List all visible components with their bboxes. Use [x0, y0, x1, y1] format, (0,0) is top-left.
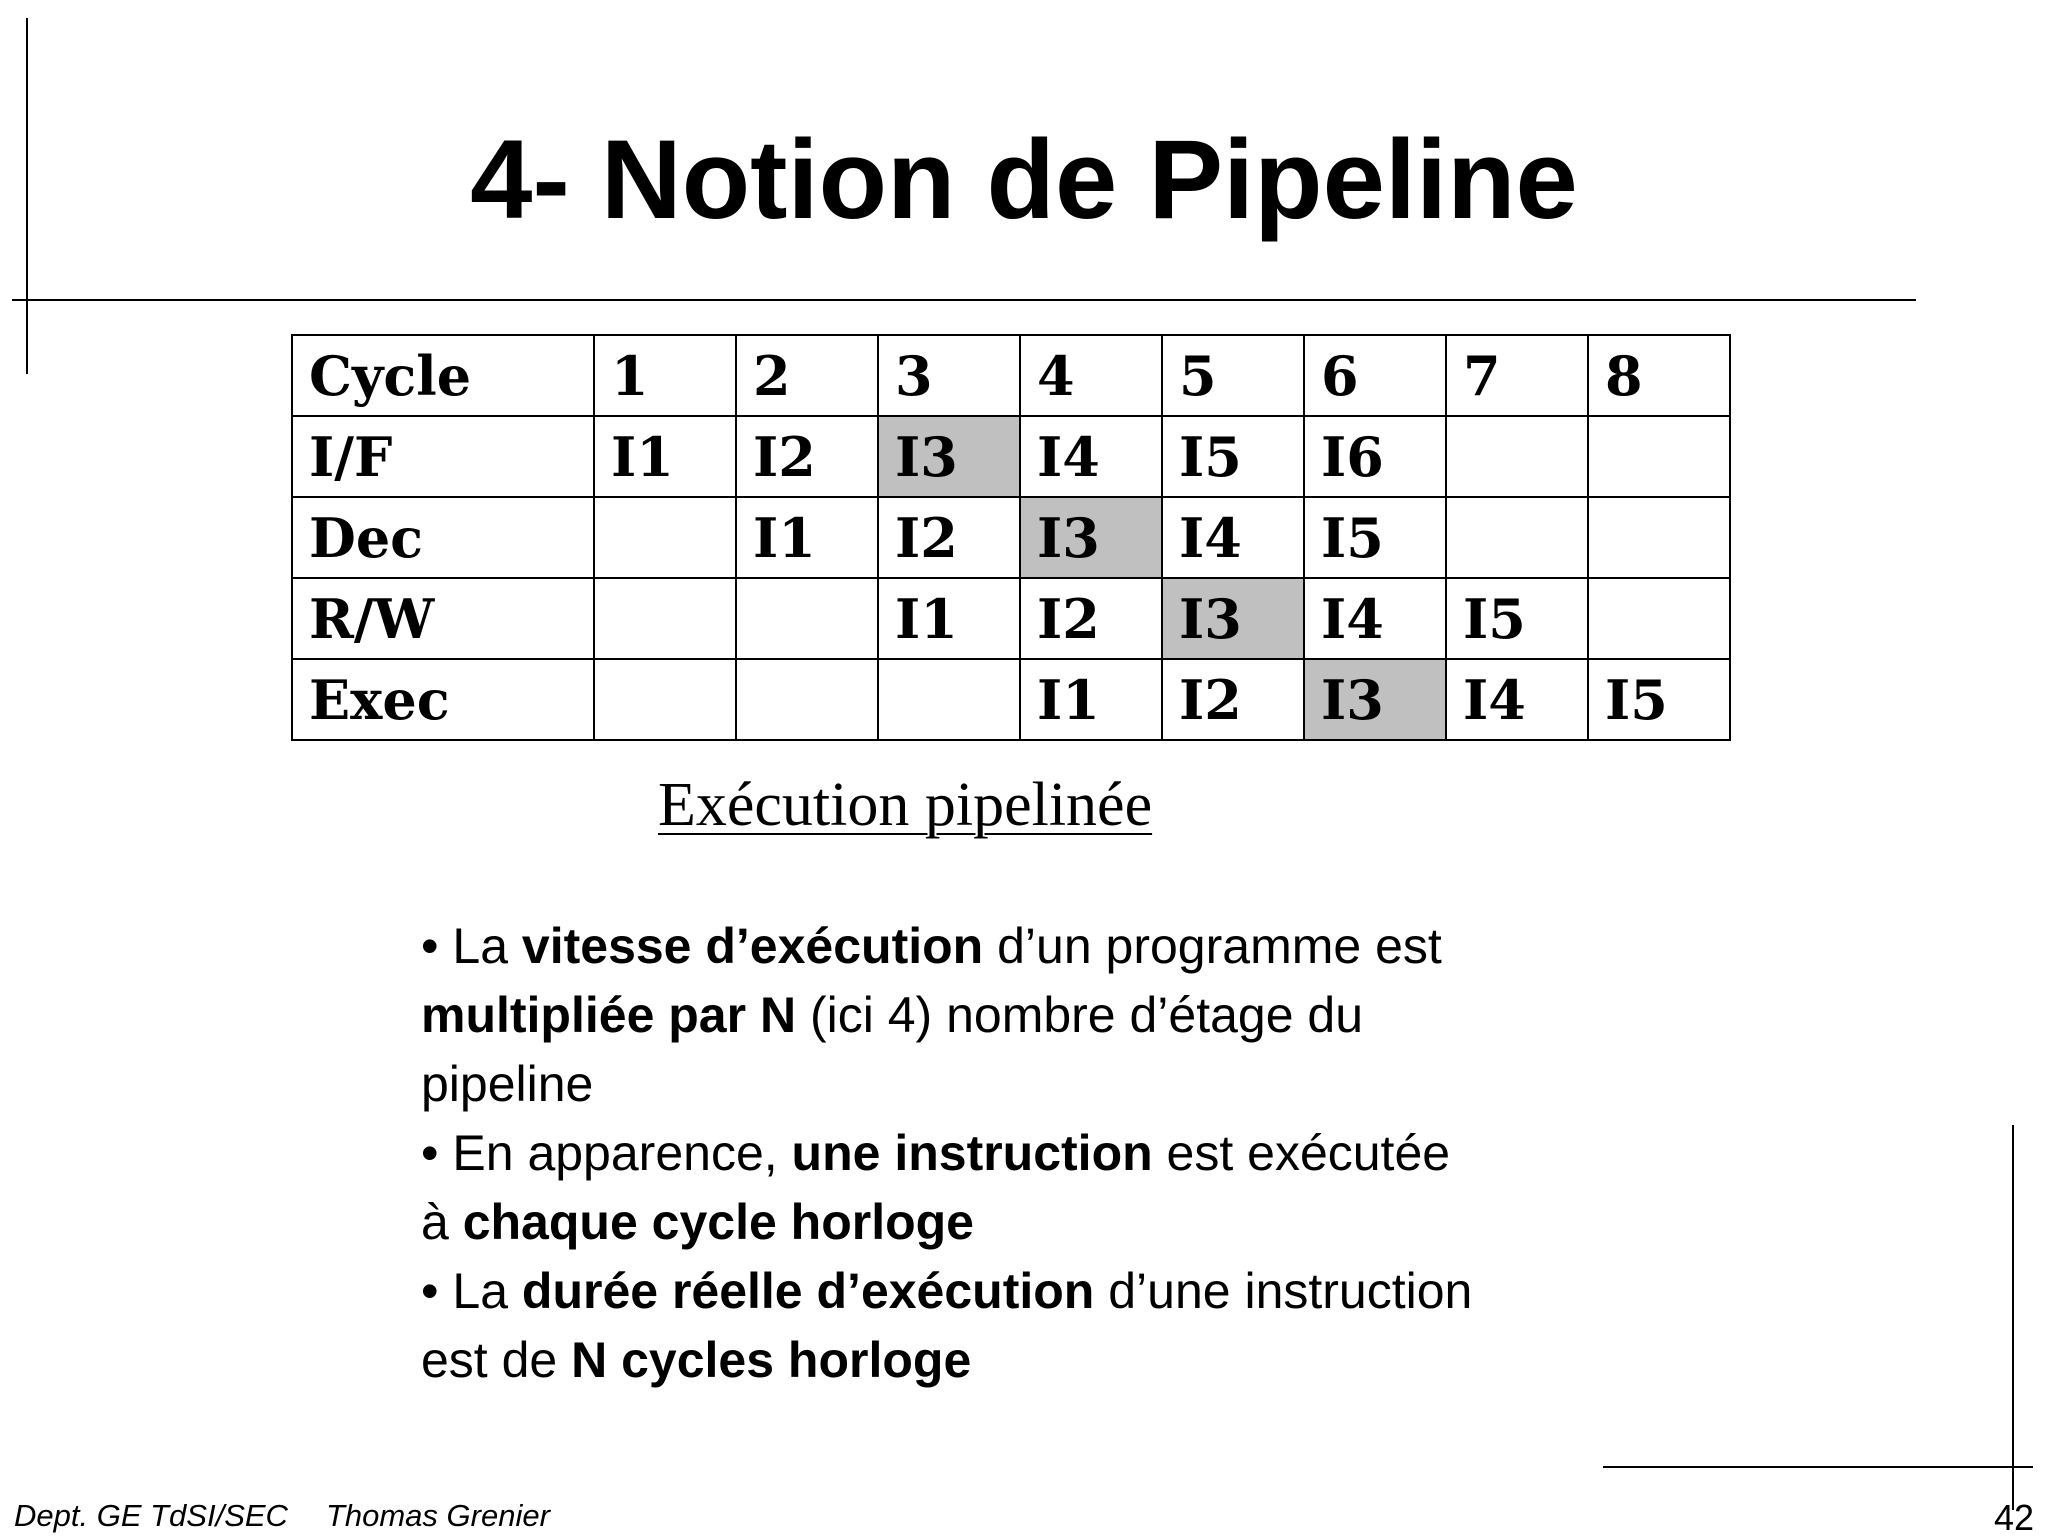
table-cell: I5 [1446, 578, 1588, 659]
bullet-2-bold: chaque cycle horloge [462, 1194, 974, 1250]
table-cell [1446, 416, 1588, 497]
bottom-right-vertical-rule [2012, 1125, 2014, 1510]
table-cell [594, 578, 736, 659]
bullet-3-bold: durée réelle d’exécution [521, 1263, 1095, 1319]
slide-title: 4- Notion de Pipeline [470, 117, 1578, 242]
table-cell: I4 [1020, 416, 1162, 497]
footer-author: Thomas Grenier [325, 1498, 550, 1533]
bullet-1-line-2 [421, 981, 1681, 1050]
bullet-3-text: d’une instruction [1094, 1263, 1473, 1319]
bullet-3-bold: N cycles horloge [571, 1332, 972, 1388]
bullet-2-text: • En apparence, [421, 1125, 792, 1181]
bullet-list [421, 912, 1681, 1395]
bottom-right-horizontal-rule [1603, 1466, 2033, 1468]
table-cell-highlighted: I3 [1162, 578, 1304, 659]
stage-label: R/W [292, 578, 594, 659]
table-cell-highlighted: I3 [1304, 659, 1446, 740]
bullet-1-line-3 [421, 1050, 1681, 1119]
title-horizontal-rule [12, 299, 1916, 301]
table-cell [594, 659, 736, 740]
footer-dept: Dept. GE TdSI/SEC [14, 1498, 288, 1533]
table-cell: I2 [736, 416, 878, 497]
table-cell [1588, 497, 1730, 578]
table-header-row [292, 335, 1730, 416]
table-cell [1588, 416, 1730, 497]
table-cell [736, 578, 878, 659]
table-cell: I1 [1020, 659, 1162, 740]
bullet-2-text: à [421, 1194, 463, 1250]
header-cell-cycle-6: 6 [1304, 335, 1446, 416]
bullet-3-text: • La [421, 1263, 522, 1319]
table-row [292, 416, 1730, 497]
header-cell-cycle-4: 4 [1020, 335, 1162, 416]
table-cell: I2 [878, 497, 1020, 578]
bullet-1-bold: multipliée par N [421, 987, 797, 1043]
bullet-1-text: d’un programme est [983, 918, 1442, 974]
bullet-1-text: pipeline [421, 1056, 594, 1112]
bullet-3-text: est de [421, 1332, 572, 1388]
header-cell-cycle-5: 5 [1162, 335, 1304, 416]
bullet-1-line-1 [421, 912, 1681, 981]
bullet-2-bold: une instruction [791, 1125, 1153, 1181]
table-cell: I5 [1588, 659, 1730, 740]
bullet-2-line-1 [421, 1119, 1681, 1188]
pipeline-table-body [292, 335, 1730, 740]
stage-label: Dec [292, 497, 594, 578]
bullet-1-bold: vitesse d’exécution [521, 918, 984, 974]
header-cell-cycle-2: 2 [736, 335, 878, 416]
table-cell [878, 659, 1020, 740]
stage-label: Exec [292, 659, 594, 740]
table-cell: I5 [1304, 497, 1446, 578]
table-cell: I4 [1446, 659, 1588, 740]
table-cell-highlighted: I3 [878, 416, 1020, 497]
table-cell-highlighted: I3 [1020, 497, 1162, 578]
table-cell: I1 [736, 497, 878, 578]
table-cell: I4 [1162, 497, 1304, 578]
table-cell [1446, 497, 1588, 578]
table-caption: Exécution pipelinée [658, 771, 1153, 839]
table-cell: I1 [594, 416, 736, 497]
pipeline-table [291, 334, 1731, 741]
table-row [292, 578, 1730, 659]
bullet-3-line-1 [421, 1257, 1681, 1326]
header-cell-cycle-8: 8 [1588, 335, 1730, 416]
table-cell: I5 [1162, 416, 1304, 497]
table-cell: I6 [1304, 416, 1446, 497]
page-number: 42 [1993, 1497, 2034, 1538]
header-cell-cycle-7: 7 [1446, 335, 1588, 416]
table-cell [1588, 578, 1730, 659]
table-cell: I1 [878, 578, 1020, 659]
table-cell [594, 497, 736, 578]
table-row [292, 497, 1730, 578]
header-cell-cycle: Cycle [292, 335, 594, 416]
header-cell-cycle-3: 3 [878, 335, 1020, 416]
stage-label: I/F [292, 416, 594, 497]
bullet-2-line-2 [421, 1188, 1681, 1257]
header-cell-cycle-1: 1 [594, 335, 736, 416]
table-cell: I2 [1162, 659, 1304, 740]
table-cell: I4 [1304, 578, 1446, 659]
table-cell [736, 659, 878, 740]
bullet-2-text: est exécutée [1152, 1125, 1451, 1181]
table-row [292, 659, 1730, 740]
bullet-3-line-2 [421, 1326, 1681, 1395]
bullet-1-text: • La [421, 918, 522, 974]
bullet-1-text: (ici 4) nombre d’étage du [796, 987, 1364, 1043]
table-cell: I2 [1020, 578, 1162, 659]
footer [14, 1496, 550, 1536]
